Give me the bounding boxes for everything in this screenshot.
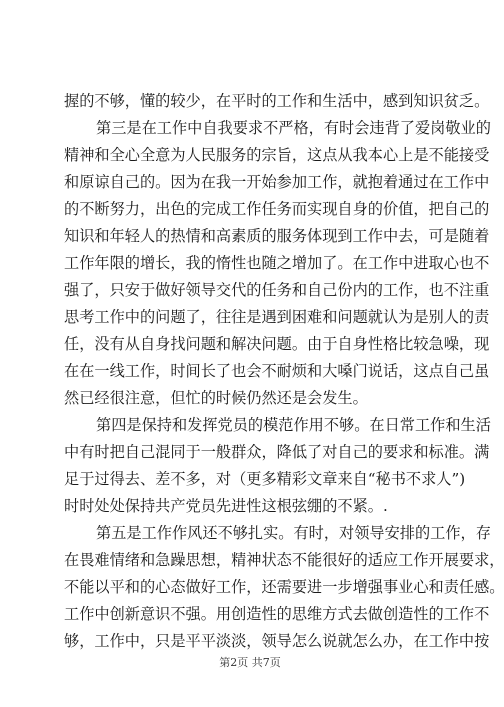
text-line: 在在一线工作，时间长了也会不耐烦和大嗓门说话，这点自己虽 (64, 362, 490, 380)
text-line: 够，工作中，只是平平淡淡，领导怎么说就怎么办，在工作中按 (64, 632, 490, 650)
text-line: 知识和年轻人的热情和高素质的服务体现到工作中去，可是随着 (64, 227, 490, 245)
paragraph-start-line: 第四是保持和发挥党员的模范作用不够。在日常工作和生活 (96, 416, 491, 434)
text-line: 足于过得去、差不多，对（更多精彩文章来自“秘书不求人”) (64, 470, 466, 488)
text-line: 精神和全心全意为人民服务的宗旨，这点从我本心上是不能接受 (64, 146, 490, 164)
text-line: 工作年限的增长，我的惰性也随之增加了。在工作中进取心也不 (64, 254, 490, 272)
page-number-footer: 第2页 共7页 (219, 656, 281, 669)
text-line: 工作中创新意识不强。用创造性的思维方式去做创造性的工作不 (64, 605, 490, 623)
text-line: 然已经很注意，但忙的时候仍然还是会发生。 (64, 389, 368, 407)
text-line: 强了，只安于做好领导交代的任务和自己份内的工作，也不注重 (64, 281, 490, 299)
text-line: 思考工作中的问题了，往往是遇到困难和问题就认为是别人的责 (64, 308, 490, 326)
text-line: 任，没有从自身找问题和解决问题。由于自身性格比较急噪，现 (64, 335, 490, 353)
text-line: 和原谅自己的。因为在我一开始参加工作，就抱着通过在工作中 (64, 173, 490, 191)
text-line: 的不断努力，出色的完成工作任务而实现自身的价值，把自己的 (64, 200, 490, 218)
text-line: 不能以平和的心态做好工作，还需要进一步增强事业心和责任感。 (64, 578, 504, 596)
paragraph-start-line: 第五是工作作风还不够扎实。有时，对领导安排的工作，存 (96, 524, 491, 542)
text-line: 中有时把自己混同于一般群众，降低了对自己的要求和标准。满 (64, 443, 490, 461)
text-line: 时时处处保持共产党员先进性这根弦绷的不紧。. (64, 497, 388, 515)
text-line: 在畏难情绪和急躁思想，精神状态不能很好的适应工作开展要求， (64, 551, 504, 569)
text-line: 握的不够，懂的较少，在平时的工作和生活中，感到知识贫乏。 (64, 92, 490, 110)
document-body (64, 88, 504, 655)
paragraph-start-line: 第三是在工作中自我要求不严格，有时会违背了爱岗敬业的 (96, 119, 491, 137)
